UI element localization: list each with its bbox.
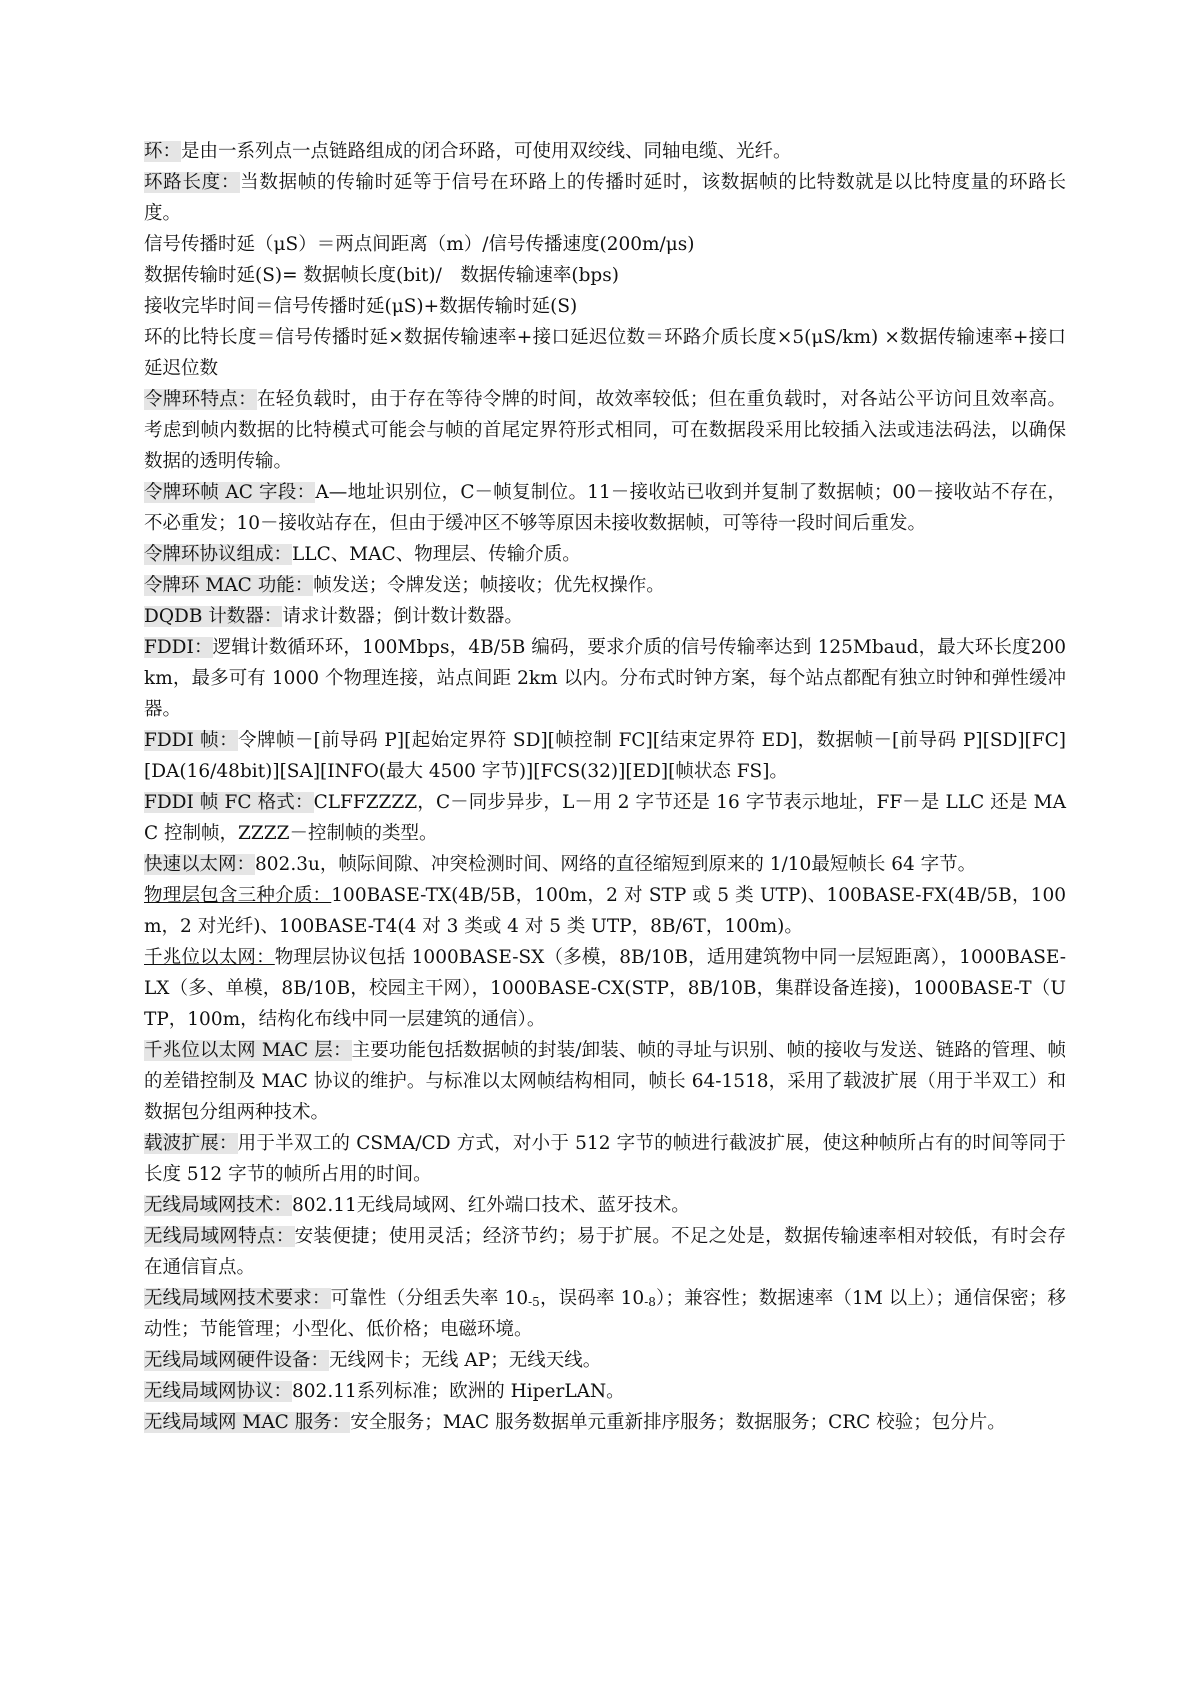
paragraph-text: ，误码率 10	[539, 1288, 645, 1309]
paragraph-text: CLFFZZZZ，C－同步异步，L－用 2 字节还是 16 字节表示地址，FF－是 LLC 还是 MAC 控制帧，ZZZZ－控制帧的类型。	[144, 792, 1066, 844]
paragraph-text: 信号传播时延（μS）＝两点间距离（m）/信号传播速度(200m/μs)	[144, 234, 695, 255]
paragraph	[144, 1128, 1066, 1190]
paragraph-text: A—地址识别位，C－帧复制位。11－接收站已收到并复制了数据帧；00－接收站不存在，不必重发；10－接收站存在，但由于缓冲区不够等原因未接收数据帧，可等待一段时间后重发。	[144, 482, 1066, 534]
paragraph	[144, 1283, 1066, 1345]
paragraph-text: ）；兼容性；数据速率（1M 以上）；通信保密；移动性；节能管理；小型化、低价格；电磁环境。	[144, 1288, 1066, 1340]
term-heading: 令牌环 MAC 功能：	[144, 575, 314, 596]
paragraph-text: 802.3u，帧际间隙、冲突检测时间、网络的直径缩短到原来的 1/10最短帧长 64 字节。	[255, 854, 977, 875]
paragraph-text: 请求计数器；倒计数计数器。	[282, 606, 523, 627]
term-heading: 无线局域网技术要求：	[144, 1288, 331, 1309]
paragraph	[144, 291, 1066, 322]
paragraph-text: 802.11系列标准；欧洲的 HiperLAN。	[292, 1381, 625, 1402]
paragraph-text: 安装便捷；使用灵活；经济节约；易于扩展。不足之处是，数据传输速率相对较低，有时会存在通信盲点。	[144, 1226, 1066, 1278]
paragraph-text: 环的比特长度＝信号传播时延×数据传输速率+接口延迟位数＝环路介质长度×5(μS/km) ×数据传输速率+接口延迟位数	[144, 327, 1066, 379]
paragraph-text: 帧发送；令牌发送；帧接收；优先权操作。	[313, 575, 665, 596]
paragraph	[144, 1190, 1066, 1221]
paragraph	[144, 1376, 1066, 1407]
paragraph	[144, 787, 1066, 849]
paragraph-text: 无线网卡；无线 AP；无线天线。	[329, 1350, 602, 1371]
paragraph-text: 令牌帧－[前导码 P][起始定界符 SD][帧控制 FC][结束定界符 ED]，数据帧－[前导码 P][SD][FC][DA(16/48bit)][SA][INFO(最大 4500 字节)][FCS(32)][ED][帧状态 FS]。	[144, 730, 1066, 782]
paragraph-text: 可靠性（分组丢失率 10	[330, 1288, 529, 1309]
term-heading: 无线局域网 MAC 服务：	[144, 1412, 351, 1433]
term-heading: 令牌环特点：	[144, 389, 257, 410]
paragraph-text: 当数据帧的传输时延等于信号在环路上的传播时延时，该数据帧的比特数就是以比特度量的环路长度。	[144, 172, 1066, 224]
paragraph-text: 接收完毕时间＝信号传播时延(μS)+数据传输时延(S)	[144, 296, 578, 317]
paragraph	[144, 229, 1066, 260]
paragraph-text: 是由一系列点一点链路组成的闭合环路，可使用双绞线、同轴电缆、光纤。	[181, 141, 792, 162]
paragraph	[144, 601, 1066, 632]
paragraph-text: 100BASE-TX(4B/5B，100m，2 对 STP 或 5 类 UTP)、100BASE-FX(4B/5B，100m，2 对光纤)、100BASE-T4(4 对 3 类或 4 对 5 类 UTP，8B/6T，100m)。	[144, 885, 1066, 937]
term-heading: FDDI 帧 FC 格式：	[144, 792, 314, 813]
term-heading: 物理层包含三种介质：	[144, 885, 332, 906]
paragraph	[144, 167, 1066, 229]
document-body	[144, 136, 1066, 1438]
exponent-subscript: -5	[528, 1295, 540, 1309]
term-heading: 无线局域网协议：	[144, 1381, 293, 1402]
paragraph-text: 在轻负载时，由于存在等待令牌的时间，故效率较低；但在重负载时，对各站公平访问且效率高。考虑到帧内数据的比特模式可能会与帧的首尾定界符形式相同，可在数据段采用比较插入法或违法码法，以确保数据的透明传输。	[144, 389, 1066, 472]
paragraph	[144, 570, 1066, 601]
term-heading: 千兆位以太网：	[144, 947, 275, 968]
paragraph-text: 802.11无线局域网、红外端口技术、蓝牙技术。	[292, 1195, 690, 1216]
term-heading: DQDB 计数器：	[144, 606, 283, 627]
term-heading: 载波扩展：	[144, 1133, 238, 1154]
term-heading: 千兆位以太网 MAC 层：	[144, 1040, 352, 1061]
term-heading: 无线局域网特点：	[144, 1226, 295, 1247]
paragraph	[144, 1035, 1066, 1128]
paragraph	[144, 725, 1066, 787]
paragraph	[144, 322, 1066, 384]
paragraph-text: 数据传输时延(S)= 数据帧长度(bit)/ 数据传输速率(bps)	[144, 265, 619, 286]
paragraph	[144, 880, 1066, 942]
paragraph	[144, 477, 1066, 539]
term-heading: 环路长度：	[144, 172, 241, 193]
paragraph	[144, 384, 1066, 477]
paragraph	[144, 1407, 1066, 1438]
paragraph	[144, 136, 1066, 167]
paragraph-text: 安全服务；MAC 服务数据单元重新排序服务；数据服务；CRC 校验；包分片。	[350, 1412, 1006, 1433]
paragraph	[144, 942, 1066, 1035]
paragraph-text: 物理层协议包括 1000BASE-SX（多模，8B/10B，适用建筑物中同一层短距离），1000BASE-LX（多、单模，8B/10B，校园主干网），1000BASE-CX(STP，8B/10B，集群设备连接)，1000BASE-T（UTP，100m，结构化布线中同一层建筑的通信）。	[144, 947, 1066, 1030]
paragraph	[144, 1221, 1066, 1283]
paragraph	[144, 260, 1066, 291]
term-heading: 环：	[144, 141, 182, 162]
paragraph	[144, 1345, 1066, 1376]
paragraph-text: LLC、MAC、物理层、传输介质。	[292, 544, 581, 565]
paragraph-text: 主要功能包括数据帧的封装/卸装、帧的寻址与识别、帧的接收与发送、链路的管理、帧的差错控制及 MAC 协议的维护。与标准以太网帧结构相同，帧长 64-1518，采用了载波扩展（用于半双工）和数据包分组两种技术。	[144, 1040, 1066, 1123]
paragraph	[144, 632, 1066, 725]
paragraph	[144, 539, 1066, 570]
paragraph	[144, 849, 1066, 880]
term-heading: FDDI：	[144, 637, 213, 658]
term-heading: 快速以太网：	[144, 854, 256, 875]
term-heading: 无线局域网硬件设备：	[144, 1350, 330, 1371]
term-heading: FDDI 帧：	[144, 730, 239, 751]
paragraph-text: 用于半双工的 CSMA/CD 方式，对小于 512 字节的帧进行截波扩展，使这种帧所占有的时间等同于长度 512 字节的帧所占用的时间。	[144, 1133, 1066, 1185]
exponent-subscript: -8	[644, 1295, 656, 1309]
term-heading: 无线局域网技术：	[144, 1195, 293, 1216]
term-heading: 令牌环帧 AC 字段：	[144, 482, 316, 503]
term-heading: 令牌环协议组成：	[144, 544, 293, 565]
paragraph-text: 逻辑计数循环环，100Mbps，4B/5B 编码，要求介质的信号传输率达到 125Mbaud，最大环长度200km，最多可有 1000 个物理连接，站点间距 2km 以内。分布式时钟方案，每个站点都配有独立时钟和弹性缓冲器。	[144, 637, 1067, 720]
